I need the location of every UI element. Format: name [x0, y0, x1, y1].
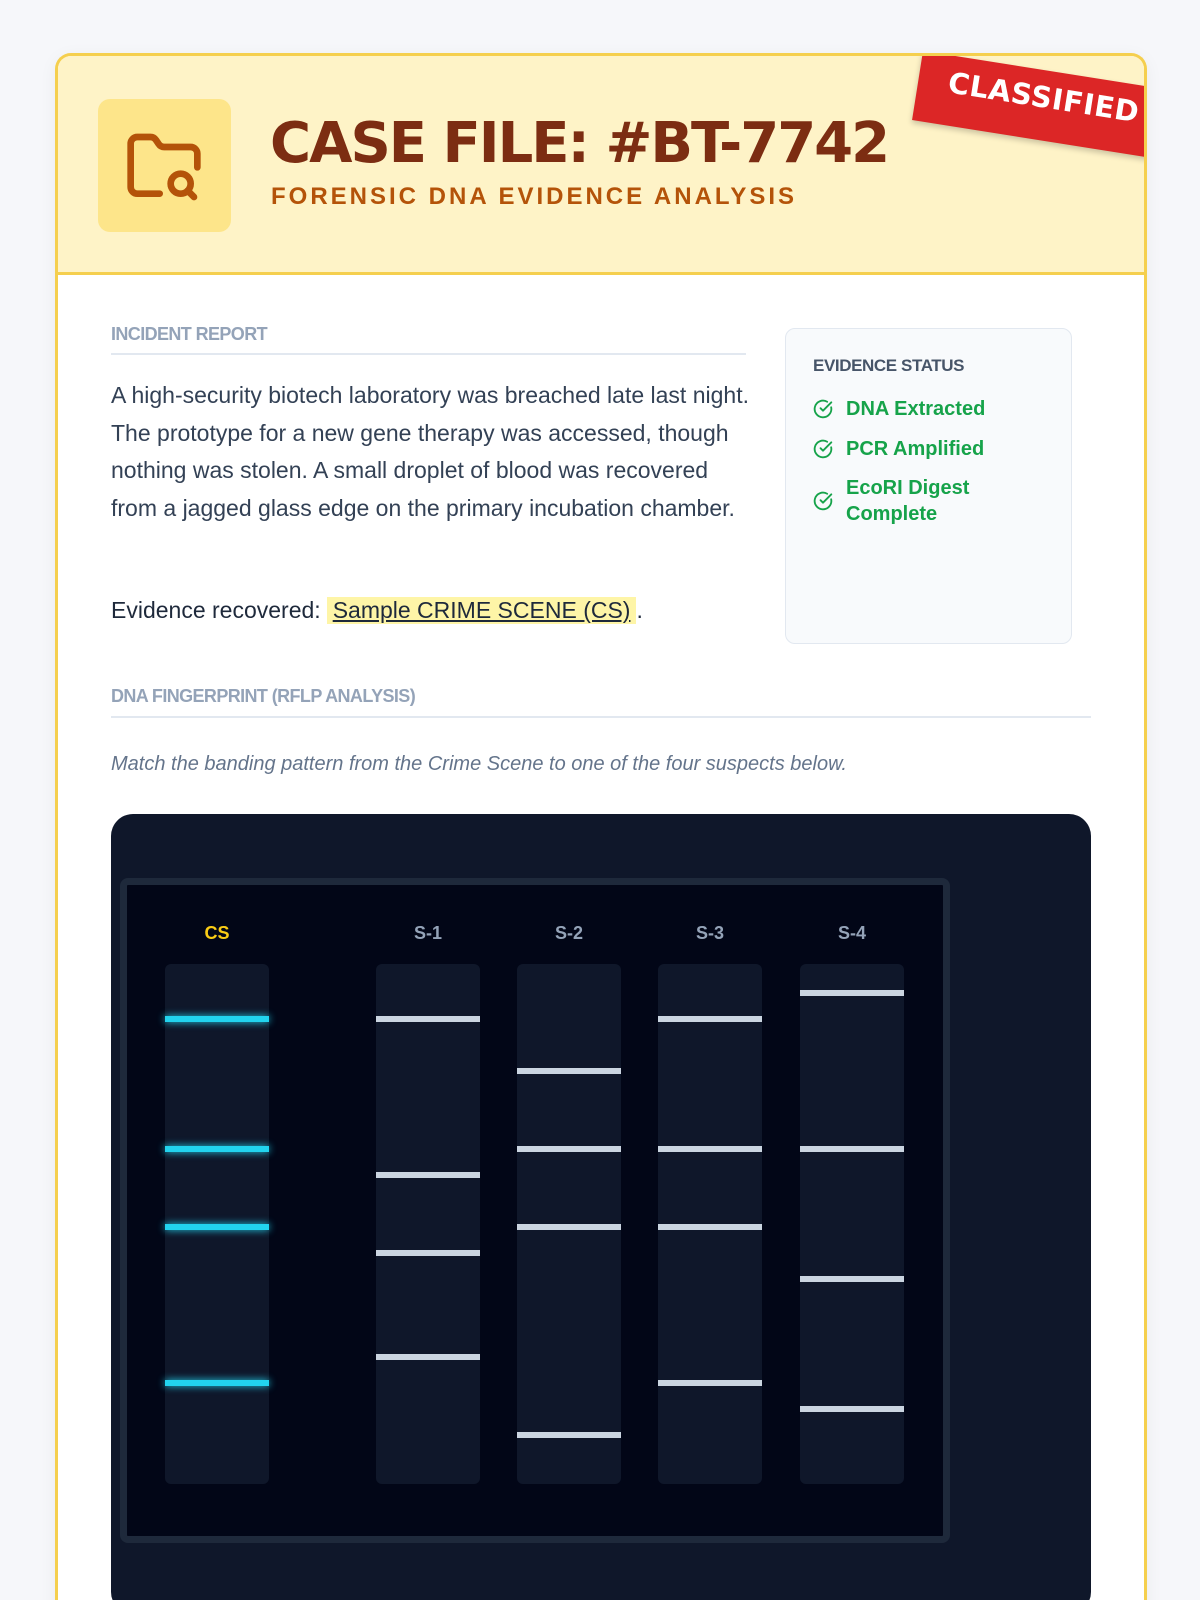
dna-band	[800, 1406, 904, 1412]
folder-search-icon	[124, 127, 204, 207]
dna-band	[376, 1250, 480, 1256]
lane-label-s-3: S-3	[695, 923, 724, 943]
dna-band	[800, 990, 904, 996]
lane-label-s-1: S-1	[413, 923, 442, 943]
lane-label-s-2: S-2	[554, 923, 583, 943]
incident-report-label: INCIDENT REPORT	[111, 324, 268, 344]
evidence-prefix: Evidence recovered:	[111, 597, 321, 623]
dna-band	[165, 1224, 269, 1230]
dna-fingerprint-label: DNA FINGERPRINT (RFLP ANALYSIS)	[111, 686, 416, 706]
case-header	[58, 56, 1144, 275]
page-subtitle: FORENSIC DNA EVIDENCE ANALYSIS	[271, 183, 798, 210]
evidence-line	[111, 597, 643, 624]
dna-band	[517, 1224, 621, 1230]
fingerprint-instructions: Match the banding pattern from the Crime Scene to one of the four suspects below.	[111, 753, 847, 775]
electrophoresis-gel	[120, 878, 950, 1543]
check-circle-icon	[813, 399, 833, 419]
status-item-dna-extracted	[813, 396, 1053, 422]
evidence-suffix: .	[636, 597, 643, 623]
dna-band	[800, 1146, 904, 1152]
check-circle-icon	[813, 491, 833, 511]
evidence-sample-link[interactable]: Sample CRIME SCENE (CS)	[327, 597, 637, 624]
status-item-label: PCR Amplified	[846, 438, 985, 460]
status-item-pcr-amplified	[813, 436, 1053, 462]
dna-band	[658, 1380, 762, 1386]
dna-band	[165, 1016, 269, 1022]
dna-band	[658, 1016, 762, 1022]
status-item-label: DNA Extracted	[846, 398, 986, 420]
dna-band	[165, 1146, 269, 1152]
gel-lane-cs	[165, 964, 269, 1484]
dna-band	[376, 1172, 480, 1178]
dna-band	[517, 1068, 621, 1074]
gel-lane-s-1	[376, 964, 480, 1484]
dna-band	[376, 1354, 480, 1360]
dna-band	[658, 1224, 762, 1230]
dna-band	[165, 1380, 269, 1386]
page-title: CASE FILE: #BT-7742	[270, 111, 889, 176]
case-icon-tile	[98, 99, 231, 232]
incident-narrative: A high-security biotech laboratory was breached late last night. The prototype for a new gene therapy was accessed, though nothing was stolen. A small droplet of blood was recovered from a jagged glass edge on the primary incubation chamber.	[111, 382, 749, 521]
dna-band	[376, 1016, 480, 1022]
gel-lane-s-4	[800, 964, 904, 1484]
dna-band	[800, 1276, 904, 1282]
dna-band	[517, 1146, 621, 1152]
lane-label-cs: CS	[204, 923, 230, 943]
dna-band	[517, 1432, 621, 1438]
dna-band	[658, 1146, 762, 1152]
gel-lane-s-2	[517, 964, 621, 1484]
status-item-ecori-digest	[813, 475, 988, 527]
lane-label-s-4: S-4	[837, 923, 866, 943]
incident-divider	[111, 353, 746, 355]
status-item-label: EcoRI Digest Complete	[846, 477, 970, 525]
evidence-status-title: EVIDENCE STATUS	[813, 356, 965, 375]
gel-lane-s-3	[658, 964, 762, 1484]
classified-stamp: CLASSIFIED	[912, 53, 1147, 159]
check-circle-icon	[813, 439, 833, 459]
fingerprint-divider	[111, 716, 1091, 718]
evidence-status-panel	[785, 328, 1072, 644]
